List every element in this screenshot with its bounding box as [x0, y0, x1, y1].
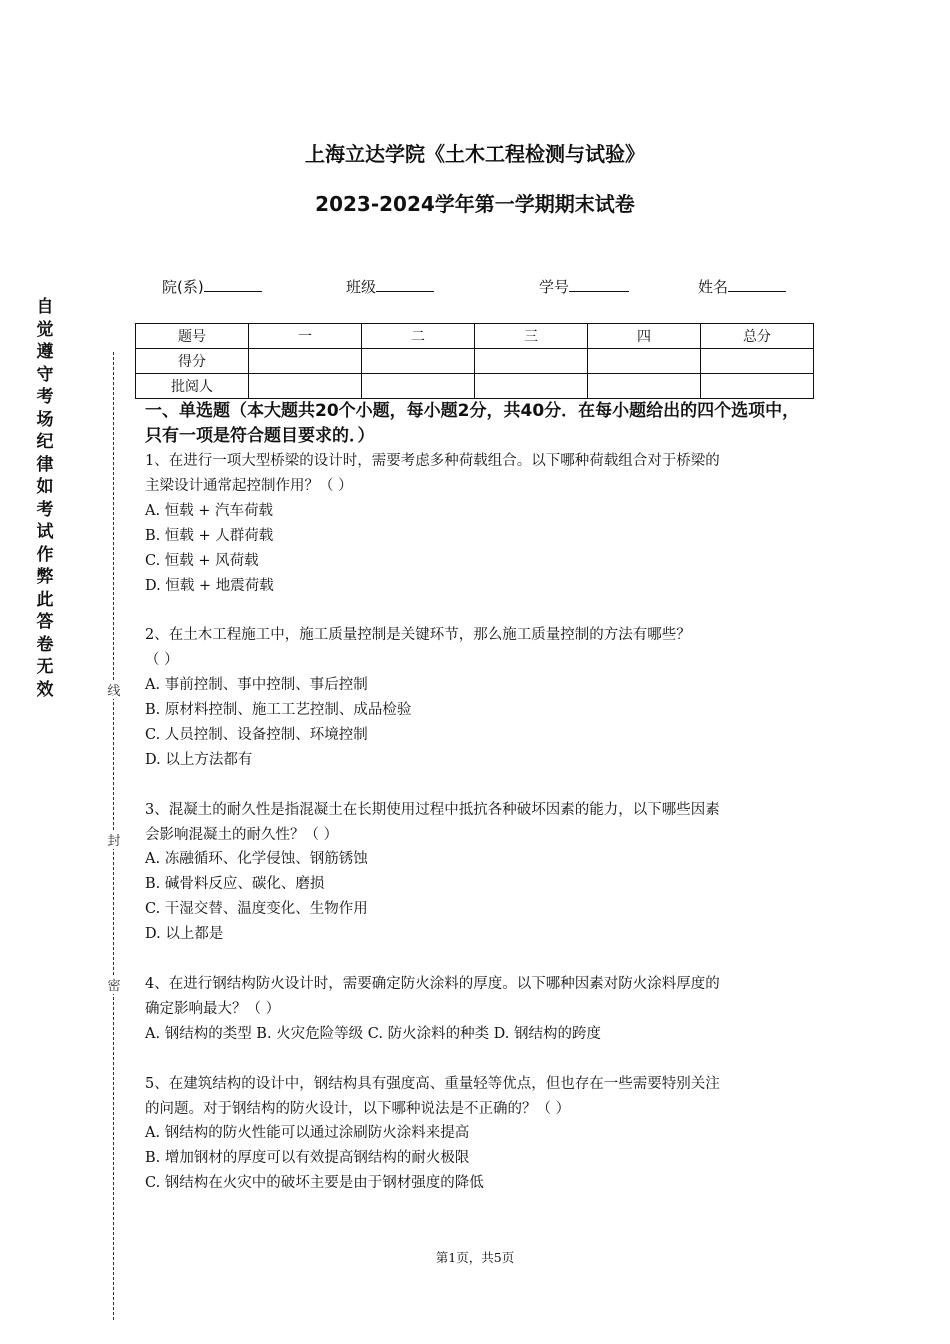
- option-a: A. 钢结构的防火性能可以通过涂刷防火涂料来提高: [145, 1125, 470, 1142]
- question-1: [145, 449, 815, 598]
- option-b: B. 恒载 + 人群荷载: [145, 527, 274, 544]
- question-spacer: [145, 598, 815, 623]
- table-header-cell: 三: [475, 324, 588, 349]
- exam-title-line2: 2023-2024学年第一学期期末试卷: [315, 192, 635, 216]
- score-row: [136, 349, 814, 374]
- grader-row: [136, 374, 814, 399]
- grader-cell[interactable]: [701, 374, 814, 399]
- score-row-label: 得分: [136, 349, 249, 374]
- section-heading: 一、单选题（本大题共20个小题，每小题2分，共40分．在每小题给出的四个选项中，只有一项是符合题目要求的．）: [145, 401, 800, 446]
- question-spacer: [145, 1047, 815, 1072]
- question-spacer: [145, 947, 815, 972]
- info-department-label: 院(系): [162, 278, 204, 296]
- info-name-label: 姓名: [698, 278, 729, 296]
- question-text: 确定影响最大？（ ）: [145, 1000, 281, 1017]
- option-b: B. 碱骨料反应、碳化、磨损: [145, 876, 325, 893]
- table-header-cell: 一: [249, 324, 362, 349]
- grader-cell[interactable]: [362, 374, 475, 399]
- class-blank[interactable]: [376, 277, 434, 292]
- option-a: A. 恒载 + 汽车荷载: [145, 502, 274, 519]
- question-4: [145, 972, 815, 1047]
- option-c: C. 恒载 + 风荷载: [145, 552, 259, 569]
- info-student-id: [539, 276, 629, 297]
- side-exam-notice: 自觉遵守考场纪律如考试作弊此答卷无效: [36, 297, 54, 700]
- table-header-cell: 题号: [136, 324, 249, 349]
- option-d: D. 恒载 + 地震荷载: [145, 577, 274, 594]
- binding-mark-line: 线: [106, 680, 122, 699]
- question-text: 2、在土木工程施工中，施工质量控制是关键环节，那么施工质量控制的方法有哪些？: [145, 627, 691, 644]
- exam-content: [145, 399, 815, 1196]
- info-class-label: 班级: [346, 278, 377, 296]
- info-name: [698, 276, 786, 297]
- info-class: [346, 276, 434, 297]
- option-d: D. 以上方法都有: [145, 751, 253, 768]
- option-b: B. 原材料控制、施工工艺控制、成品检验: [145, 702, 412, 719]
- score-cell[interactable]: [701, 349, 814, 374]
- score-cell[interactable]: [588, 349, 701, 374]
- grader-cell[interactable]: [588, 374, 701, 399]
- page-number: 第1页，共5页: [435, 1250, 515, 1265]
- student-id-blank[interactable]: [569, 277, 629, 292]
- question-spacer: [145, 773, 815, 798]
- question-text: （ ）: [145, 652, 179, 669]
- question-text: 3、混凝土的耐久性是指混凝土在长期使用过程中抵抗各种破坏因素的能力，以下哪些因素: [145, 801, 720, 818]
- option-c: C. 干湿交替、温度变化、生物作用: [145, 901, 368, 918]
- grader-cell[interactable]: [475, 374, 588, 399]
- score-cell[interactable]: [249, 349, 362, 374]
- score-table: [135, 323, 814, 399]
- option-a: A. 冻融循环、化学侵蚀、钢筋锈蚀: [145, 851, 368, 868]
- table-header-cell: 总分: [701, 324, 814, 349]
- grader-row-label: 批阅人: [136, 374, 249, 399]
- question-text: 的问题。对于钢结构的防火设计，以下哪种说法是不正确的？（ ）: [145, 1100, 571, 1117]
- question-text: 1、在进行一项大型桥梁的设计时，需要考虑多种荷载组合。以下哪种荷载组合对于桥梁的: [145, 453, 720, 469]
- grader-cell[interactable]: [249, 374, 362, 399]
- question-text: 4、在进行钢结构防火设计时，需要确定防火涂料的厚度。以下哪种因素对防火涂料厚度的: [145, 975, 720, 992]
- option-c: C. 钢结构在火灾中的破坏主要是由于钢材强度的降低: [145, 1175, 484, 1192]
- option-d: D. 以上都是: [145, 926, 224, 943]
- exam-title-line1: 上海立达学院《土木工程检测与试验》: [305, 142, 645, 166]
- option-b: B. 增加钢材的厚度可以有效提高钢结构的耐火极限: [145, 1150, 470, 1167]
- table-header-cell: 四: [588, 324, 701, 349]
- info-student-id-label: 学号: [539, 278, 570, 296]
- question-text: 主梁设计通常起控制作用？（ ）: [145, 477, 353, 494]
- question-5: [145, 1072, 815, 1197]
- score-cell[interactable]: [475, 349, 588, 374]
- binding-mark-secret: 密: [106, 975, 122, 994]
- department-blank[interactable]: [204, 277, 262, 292]
- name-blank[interactable]: [728, 277, 786, 292]
- info-department: [162, 276, 262, 297]
- option-c: C. 人员控制、设备控制、环境控制: [145, 726, 368, 743]
- question-text: 5、在建筑结构的设计中，钢结构具有强度高、重量轻等优点，但也存在一些需要特别关注: [145, 1075, 720, 1092]
- question-3: [145, 798, 815, 947]
- table-header-cell: 二: [362, 324, 475, 349]
- score-table-header-row: [136, 324, 814, 349]
- binding-mark-seal: 封: [106, 830, 122, 849]
- options-inline: A. 钢结构的类型 B. 火灾危险等级 C. 防火涂料的种类 D. 钢结构的跨度: [145, 1025, 602, 1042]
- question-2: [145, 623, 815, 772]
- question-text: 会影响混凝土的耐久性？（ ）: [145, 826, 339, 843]
- option-a: A. 事前控制、事中控制、事后控制: [145, 677, 368, 694]
- score-cell[interactable]: [362, 349, 475, 374]
